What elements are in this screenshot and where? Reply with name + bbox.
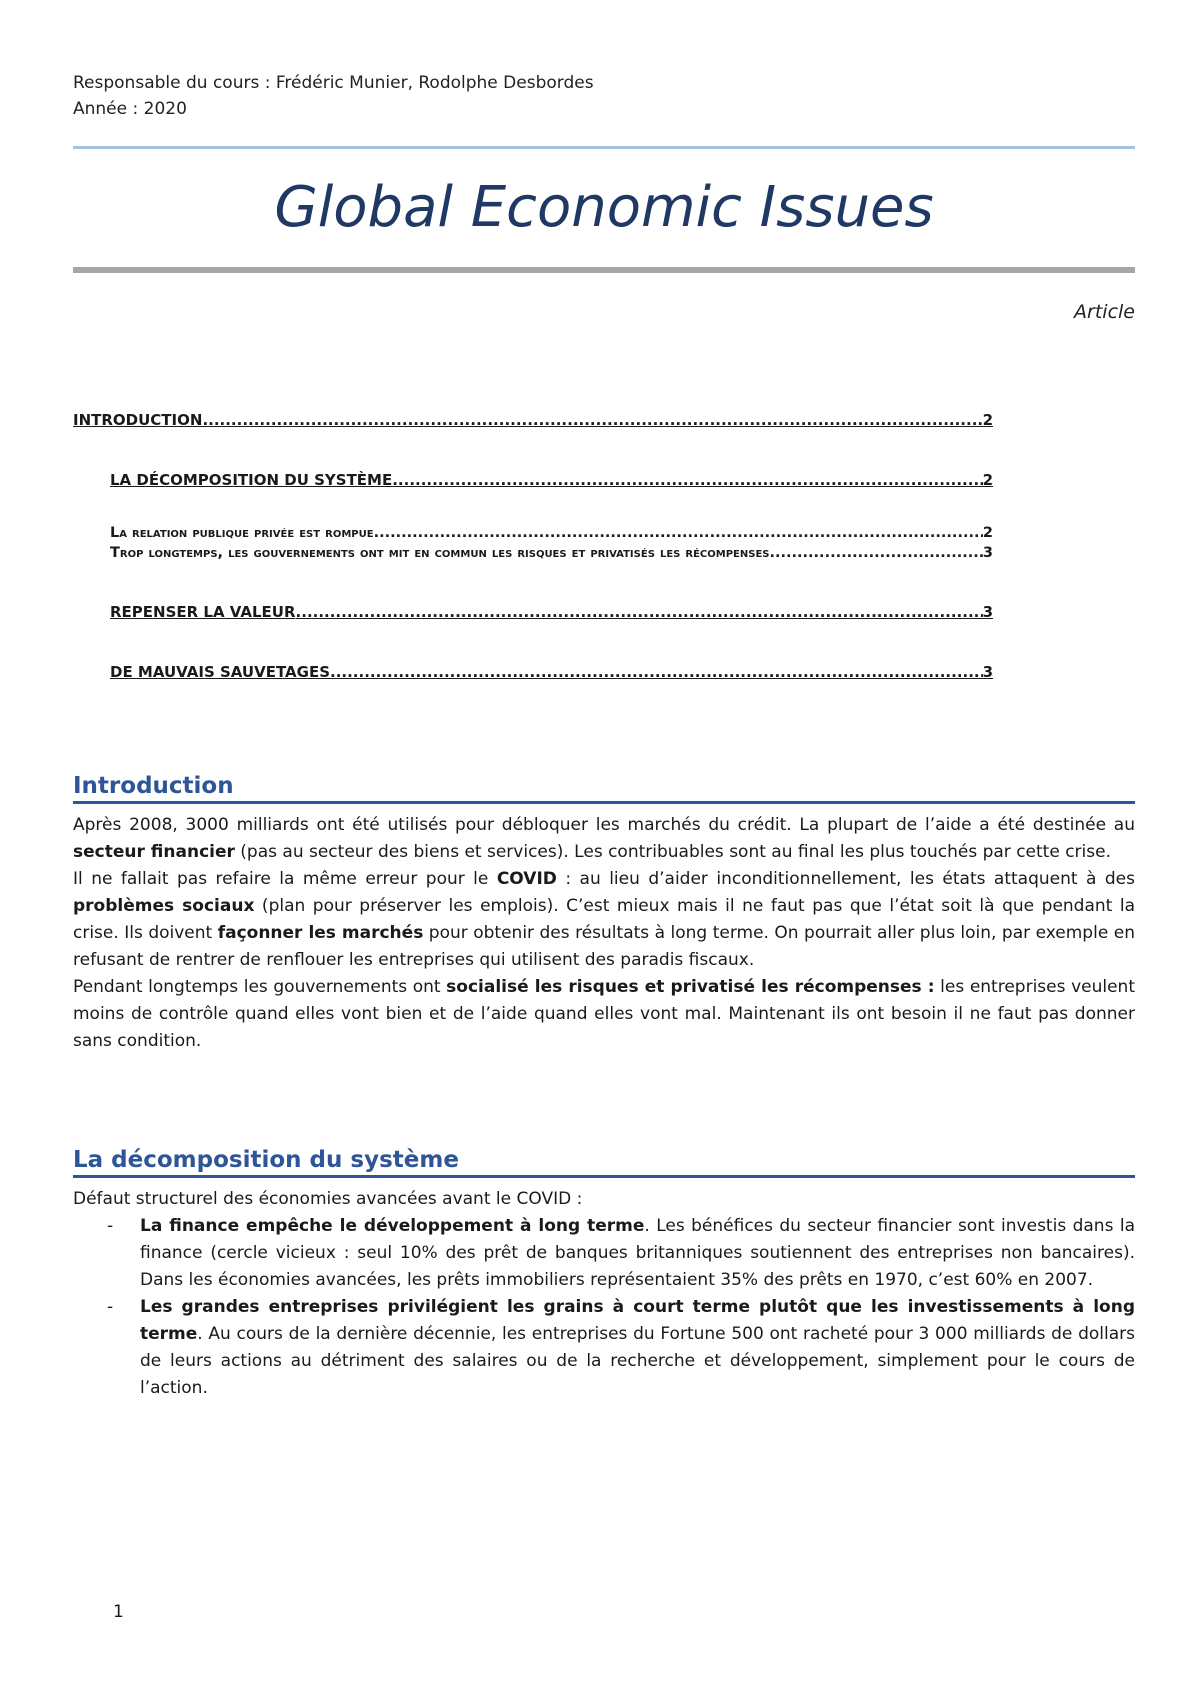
toc-entry-relation[interactable] [73,525,993,541]
list-item: - La finance empêche le développement à long terme. Les bénéfices du secteur financier sont investis dans la finance (cercle vicieux : seul 10% des prêt de banques britanniques soutiennent des entreprises non bancaires). Dans les économies avancées, les prêts immobiliers représentaient 35% des prêts en 1970, c’est 60% en 2007. [73,1213,1135,1294]
toc-entry-title: LA DÉCOMPOSITION DU SYSTÈME [110,471,393,489]
toc-leader [330,663,983,681]
toc-entry-trop-longtemps[interactable] [73,545,993,561]
toc-entry-page: 2 [982,525,993,541]
paragraph: Défaut structurel des économies avancées avant le COVID : [73,1189,583,1209]
title-top-rule [73,146,1135,149]
toc-entry-decomposition[interactable] [73,471,993,489]
page-number: 1 [113,1602,124,1622]
paragraph: Il ne fallait pas refaire la même erreur pour le COVID : au lieu d’aider inconditionnellement, les états attaquent à des problèmes sociaux (plan pour préserver les emplois). C’est mieux mais il ne faut pas que l’état soit là que pendant la crise. Ils doivent façonner les marchés pour obtenir des résultats à long terme. On pourrait aller plus loin, par exemple en refusant de rentrer de renflouer les entreprises qui utilisent des paradis fiscaux. [73,869,1135,970]
toc-leader [374,525,983,541]
toc-entry-page: 3 [982,663,993,681]
document-title: Global Economic Issues [274,175,934,240]
section-heading: La décomposition du système [73,1147,1135,1178]
paragraph: Pendant longtemps les gouvernements ont socialisé les risques et privatisé les récompenses : les entreprises veulent moins de contrôle quand elles vont bien et de l’aide quand elles vont mal. Maintenant ils ont besoin il ne faut pas donner sans condition. [73,977,1135,1051]
table-of-contents [73,411,993,681]
toc-entry-sauvetages[interactable] [73,663,993,681]
document-type: Article [1074,301,1135,323]
title-bottom-rule [73,267,1135,273]
toc-entry-introduction[interactable] [73,411,993,429]
toc-entry-title: Trop longtemps, les gouvernements ont mit en commun les risques et privatisés les récompenses [110,545,770,561]
list-item: - Les grandes entreprises privilégient les grains à court terme plutôt que les investissements à long terme. Au cours de la dernière décennie, les entreprises du Fortune 500 ont racheté pour 3 000 milliards de dollars de leurs actions au détriment des salaires ou de la recherche et développement, simplement pour le cours de l’action. [73,1294,1135,1402]
toc-entry-repenser[interactable] [73,603,993,621]
toc-leader [202,411,982,429]
bullet-list [73,1213,1135,1402]
toc-leader [392,471,982,489]
toc-entry-title: DE MAUVAIS SAUVETAGES [110,663,331,681]
toc-entry-page: 2 [982,411,993,429]
section-heading: Introduction [73,773,1135,804]
toc-entry-title: REPENSER LA VALEUR [110,603,296,621]
course-year: Année : 2020 [73,99,187,119]
toc-entry-page: 3 [982,545,993,561]
toc-leader [296,603,983,621]
section-introduction [73,773,1135,1055]
document-page [73,70,1135,1402]
toc-entry-title: INTRODUCTION [73,411,203,429]
toc-entry-title: La relation publique privée est rompue [110,525,374,541]
toc-entry-page: 3 [982,603,993,621]
course-responsible: Responsable du cours : Frédéric Munier, Rodolphe Desbordes [73,73,594,93]
toc-leader [769,545,982,561]
toc-entry-page: 2 [982,471,993,489]
paragraph: Après 2008, 3000 milliards ont été utilisés pour débloquer les marchés du crédit. La plupart de l’aide a été destinée au secteur financier (pas au secteur des biens et services). Les contribuables sont au final les plus touchés par cette crise. [73,815,1135,862]
section-decomposition [73,1147,1135,1402]
